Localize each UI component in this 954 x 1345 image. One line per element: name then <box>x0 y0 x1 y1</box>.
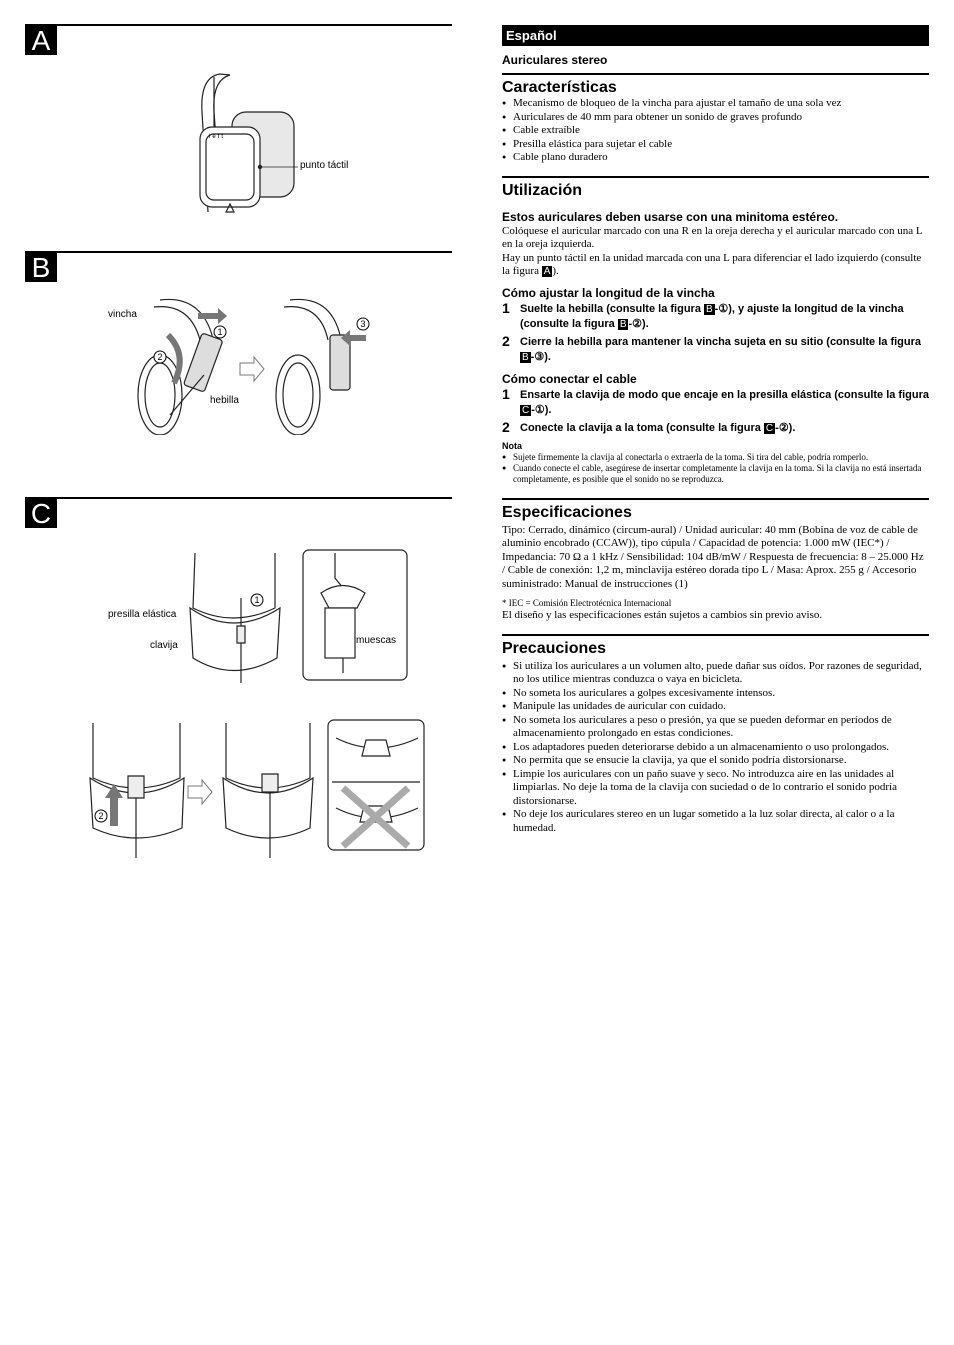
list-item: ● No permita que se ensucie la clavija, ya que el sonido podría distorsionarse. <box>502 754 929 768</box>
specs-body: Tipo: Cerrado, dinámico (circum-aural) / Unidad auricular: 40 mm (Bobina de voz de cable de aluminio encobrado (CCAW)), tipo cúpula / Capacidad de potencia: 1.000 mW (IEC*) / Impedancia: 70 Ω a 1 kHz / Sensibilidad: 104 dB/mW / Respuesta de frecuencia: 8 – 25.000 Hz / Cable de conexión: 1,2 m, minclavija estéreo dorada tipo L / Masa: Aprox. 255 g / Accesorio suministrado: Manual de instrucciones (1) <box>502 523 924 590</box>
figure-a-rule <box>25 24 452 26</box>
list-item: ● Limpie los auriculares con un paño suave y seco. No introduzca aire en las unidades al limpiarlas. No deje la toma de la clavija con suciedad o de lo contrario el sonido podría distorsionarse. <box>502 768 929 809</box>
usage-paragraph-2-text: Hay un punto táctil en la unidad marcada con una L para diferenciar el lado izquierdo (consulte la figura <box>502 251 922 277</box>
manual-text-column <box>502 25 929 835</box>
figure-ref: A <box>543 266 551 277</box>
label-buckle: hebilla <box>210 395 239 406</box>
list-item: ● Mecanismo de bloqueo de la vincha para ajustar el tamaño de una sola vez <box>502 97 929 111</box>
usage-subheading: Estos auriculares deben usarse con una minitoma estéreo. <box>502 209 839 224</box>
label-headband: vincha <box>108 309 137 320</box>
step-ref: -②). <box>628 317 649 330</box>
step-ref: -①). <box>531 403 552 416</box>
figure-a-letter: A <box>25 26 57 55</box>
precautions-heading: Precauciones <box>502 634 929 658</box>
figure-b-num2: 2 <box>157 352 163 362</box>
figure-c-cable-illustration-top <box>185 548 410 683</box>
features-list <box>502 97 929 165</box>
note-label: Nota <box>502 440 522 451</box>
usage-paragraph-2-end: ). <box>552 265 559 277</box>
step-ref: -②). <box>775 421 796 434</box>
step-text <box>520 301 929 332</box>
figure-c-letter: C <box>25 499 57 528</box>
list-item: ● Sujete firmemente la clavija al conectarla o extraerla de la toma. Si tira del cable, podría romperlo. <box>502 452 929 463</box>
figure-c-num2: 2 <box>98 811 104 821</box>
cable-step-2 <box>502 420 929 436</box>
features-heading: Características <box>502 73 929 97</box>
step-number: 2 <box>502 418 510 435</box>
list-item: ● Auriculares de 40 mm para obtener un sonido de graves profundo <box>502 111 929 125</box>
step-text <box>520 420 795 436</box>
figure-ref: B <box>706 303 713 315</box>
specs-heading: Especificaciones <box>502 498 929 522</box>
figure-ref: B <box>619 318 627 330</box>
list-item: ● Cable extraíble <box>502 124 929 138</box>
figure-b-num1: 1 <box>217 327 223 337</box>
usage-paragraph-1: Colóquese el auricular marcado con una R en la oreja derecha y el auricular marcado con una L en la oreja izquierda. <box>502 224 923 250</box>
earcup-left-text: left <box>209 134 226 140</box>
step-text <box>520 334 929 365</box>
notes-list <box>502 452 929 485</box>
adjust-step-2 <box>502 334 929 365</box>
step-ref: -①), y ajuste la longitud de la vincha (consulte la figura <box>520 302 904 330</box>
list-item: ● Cuando conecte el cable, asegúrese de insertar completamente la clavija en la toma. Si la clavija no está insertada completamente, es posible que el sonido no se reproduzca. <box>502 463 929 485</box>
figure-c-cable-illustration-bottom <box>88 718 428 858</box>
list-item: ● No someta los auriculares a peso o presión, ya que se pueden deformar en períodos de almacenamiento prolongado en estas condiciones. <box>502 714 929 741</box>
label-plug: clavija <box>150 640 178 651</box>
precautions-list <box>502 660 929 836</box>
cable-step-1 <box>502 387 929 418</box>
figure-a-headphone-illustration <box>190 72 305 217</box>
language-header: Español <box>502 25 929 46</box>
step-text-a: Cierre la hebilla para mantener la vincha sujeta en su sitio (consulte la figura <box>520 335 922 348</box>
specs-disclaimer: El diseño y las especificaciones están sujetos a cambios sin previo aviso. <box>502 609 823 621</box>
adjust-step-1 <box>502 301 929 332</box>
product-name: Auriculares stereo <box>502 53 608 67</box>
step-number: 2 <box>502 332 510 349</box>
step-text-a: Suelte la hebilla (consulte la figura <box>520 302 701 315</box>
adjust-heading: Cómo ajustar la longitud de la vincha <box>502 285 715 300</box>
step-number: 1 <box>502 385 510 402</box>
step-number: 1 <box>502 299 510 316</box>
label-notches: muescas <box>356 635 397 646</box>
figure-b-headband-illustration <box>130 295 390 435</box>
step-ref: -③). <box>530 350 551 363</box>
usage-paragraph-2 <box>502 252 929 279</box>
figure-ref: C <box>765 422 774 434</box>
figure-b-rule <box>25 251 452 253</box>
list-item: ● Si utiliza los auriculares a un volumen alto, puede dañar sus oídos. Por razones de seguridad, no los utilice mientras conduzca o vaya en bicicleta. <box>502 660 929 687</box>
figure-ref: B <box>522 351 529 363</box>
list-item: ● Manipule las unidades de auricular con cuidado. <box>502 700 929 714</box>
specs-footnote: * IEC = Comisión Electrotécnica Internacional <box>502 598 672 608</box>
label-touch-point: punto táctil <box>300 160 349 171</box>
step-text-a: Conecte la clavija a la toma (consulte la figura <box>520 421 761 434</box>
list-item: ● No deje los auriculares stereo en un lugar sometido a la luz solar directa, al calor o a la humedad. <box>502 808 929 835</box>
figure-c-num1: 1 <box>254 595 260 605</box>
figure-c-rule <box>25 497 452 499</box>
step-text-a: Ensarte la clavija de modo que encaje en la presilla elástica (consulte la figura <box>520 388 929 401</box>
usage-heading: Utilización <box>502 176 929 200</box>
step-text <box>520 387 929 418</box>
list-item: ● Cable plano duradero <box>502 151 929 165</box>
cable-heading: Cómo conectar el cable <box>502 371 637 386</box>
figure-b-num3: 3 <box>360 319 366 329</box>
label-elastic-clip: presilla elástica <box>108 609 177 620</box>
list-item: ● Los adaptadores pueden deteriorarse debido a un almacenamiento o uso prolongados. <box>502 741 929 755</box>
figure-ref: C <box>522 404 530 416</box>
list-item: ● Presilla elástica para sujetar el cable <box>502 138 929 152</box>
figure-b-letter: B <box>25 253 57 282</box>
list-item: ● No someta los auriculares a golpes excesivamente intensos. <box>502 687 929 701</box>
